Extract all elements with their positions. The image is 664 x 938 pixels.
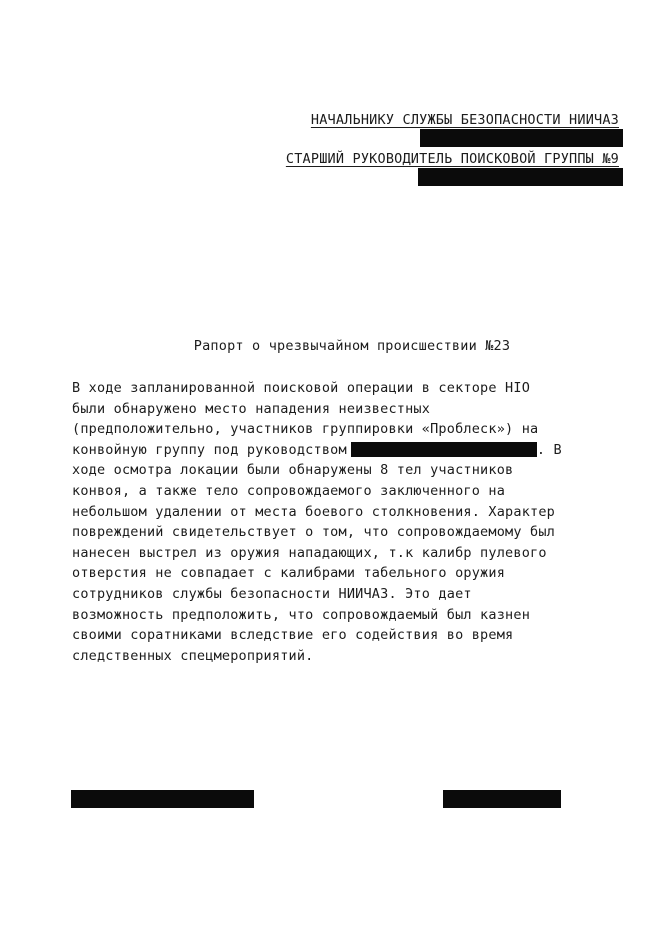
body-line: небольшом удалении от места боевого столкновения. Характер xyxy=(72,503,556,520)
report-body xyxy=(72,378,612,666)
body-line: конвоя, а также тело сопровождаемого заключенного на xyxy=(72,482,506,499)
body-line: нанесен выстрел из оружия нападающих, т.к калибр пулевого xyxy=(72,544,547,561)
redacted-name-block xyxy=(420,129,623,147)
body-line-text: конвойную группу под руководством xyxy=(72,441,347,458)
report-title: Рапорт о чрезвычайном происшествии №23 xyxy=(193,338,511,354)
body-line: ходе осмотра локации были обнаружены 8 тел участников xyxy=(72,462,514,479)
body-line: (предположительно, участников группировки «Проблеск») на xyxy=(72,421,539,438)
redacted-leader-name xyxy=(351,442,537,457)
body-line: повреждений свидетельствует о том, что сопровождаемому был xyxy=(72,524,556,541)
body-line-text: . В xyxy=(536,441,562,458)
body-line: были обнаружено место нападения неизвестных xyxy=(72,400,431,417)
body-line-with-redaction xyxy=(72,440,612,461)
redacted-signature-left xyxy=(71,790,254,808)
sender-line: СТАРШИЙ РУКОВОДИТЕЛЬ ПОИСКОВОЙ ГРУППЫ №9 xyxy=(285,151,619,167)
body-line: своими соратниками вследствие его содействия во время xyxy=(72,627,514,644)
body-line: следственных спецмероприятий. xyxy=(72,647,314,664)
body-line: В ходе запланированной поисковой операции в секторе НIO xyxy=(72,380,531,396)
addressee-line: НАЧАЛЬНИКУ СЛУЖБЫ БЕЗОПАСНОСТИ НИИЧАЗ xyxy=(310,112,619,128)
redacted-signature-right xyxy=(443,790,561,808)
body-line: сотрудников службы безопасности НИИЧАЗ. Это дает xyxy=(72,585,472,602)
redacted-signature-name-block xyxy=(418,168,623,186)
body-line: возможность предположить, что сопровождаемый был казнен xyxy=(72,606,531,623)
body-line: отверстия не совпадает с калибрами табельного оружия xyxy=(72,565,506,582)
